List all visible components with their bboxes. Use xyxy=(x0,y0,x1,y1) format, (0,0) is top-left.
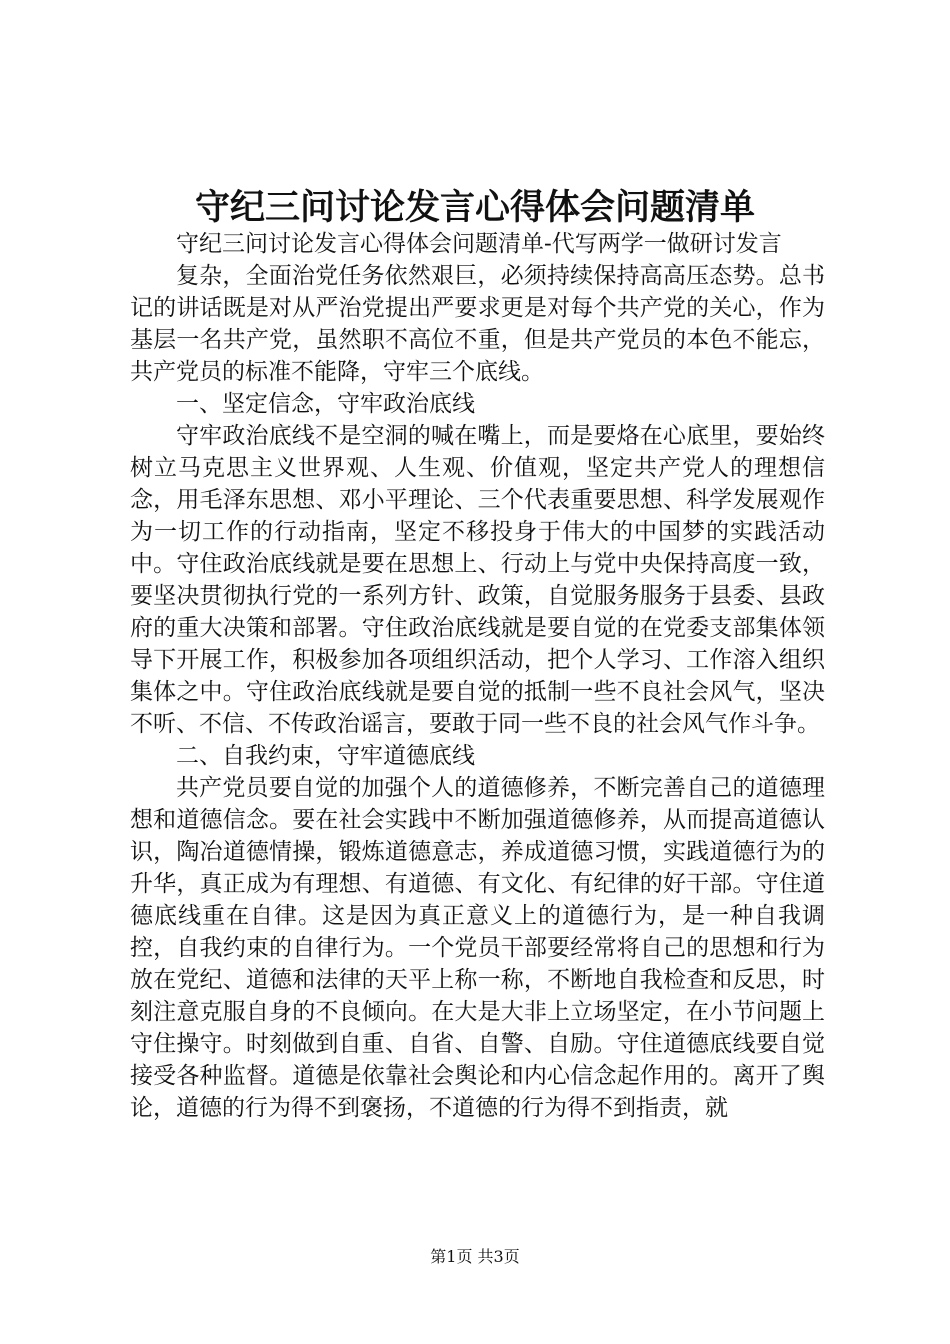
section-1-paragraph: 守牢政治底线不是空洞的喊在嘴上，而是要烙在心底里，要始终树立马克思主义世界观、人生观、价值观，坚定共产党人的理想信念，用毛泽东思想、邓小平理论、三个代表重要思想、科学发展观作为一切工作的行动指南，坚定不移投身于伟大的中国梦的实践活动中。守住政治底线就是要在思想上、行动上与党中央保持高度一致，要坚决贯彻执行党的一系列方针、政策，自觉服务服务于县委、县政府的重大决策和部署。守住政治底线就是要自觉的在党委支部集体领导下开展工作，积极参加各项组织活动，把个人学习、工作溶入组织集体之中。守住政治底线就是要自觉的抵制一些不良社会风气，坚决不听、不信、不传政治谣言，要敢于同一些不良的社会风气作斗争。 xyxy=(130,423,825,737)
subtitle-paragraph: 守纪三问讨论发言心得体会问题清单-代写两学一做研讨发言 xyxy=(176,231,782,257)
document-title: 守纪三问讨论发言心得体会问题清单 xyxy=(194,187,755,228)
section-heading-1: 一、坚定信念，守牢政治底线 xyxy=(176,391,475,417)
section-heading-2: 二、自我约束，守牢道德底线 xyxy=(176,743,475,769)
intro-paragraph: 复杂，全面治党任务依然艰巨，必须持续保持高高压态势。总书记的讲话既是对从严治党提出严要求更是对每个共产党的关心，作为基层一名共产党，虽然职不高位不重，但是共产党员的本色不能忘，共产党员的标准不能降，守牢三个底线。 xyxy=(130,263,825,385)
document-body xyxy=(130,228,825,1124)
section-2-paragraph: 共产党员要自觉的加强个人的道德修养，不断完善自己的道德理想和道德信念。要在社会实践中不断加强道德修养，从而提高道德认识，陶冶道德情操，锻炼道德意志，养成道德习惯，实践道德行为的升华，真正成为有理想、有道德、有文化、有纪律的好干部。守住道德底线重在自律。这是因为真正意义上的道德行为，是一种自我调控，自我约束的自律行为。一个党员干部要经常将自己的思想和行为放在党纪、道德和法律的天平上称一称，不断地自我检查和反思，时刻注意克服自身的不良倾向。在大是大非上立场坚定，在小节问题上守住操守。时刻做到自重、自省、自警、自励。守住道德底线要自觉接受各种监督。道德是依靠社会舆论和内心信念起作用的。离开了舆论，道德的行为得不到褒扬，不道德的行为得不到指责，就 xyxy=(130,775,825,1121)
page-number-footer: 第1页 共3页 xyxy=(430,1247,520,1266)
